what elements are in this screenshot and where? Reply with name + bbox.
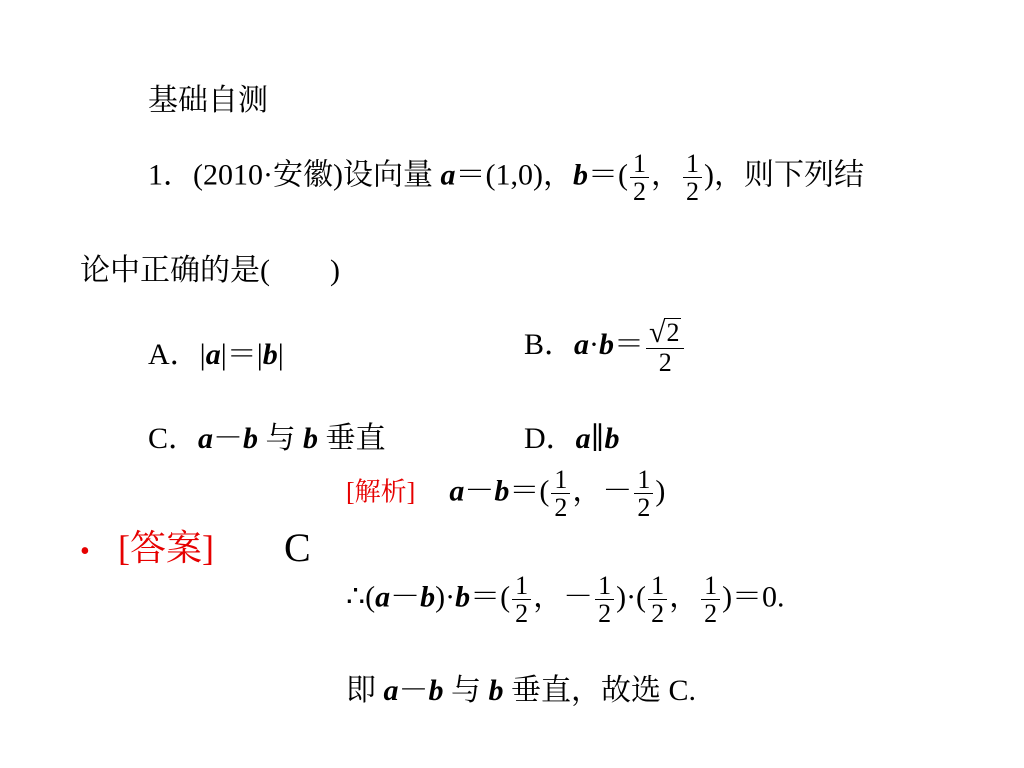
analysis-line-2: ∴(a－b)·b＝( $\frac{1}{2}$ ，－ $\frac{1}{2}$ )·( $\frac{1}{2}$ ， $\frac{1}{2}$ )＝0. xyxy=(346,571,785,629)
question-stem-end: )，则下列结 xyxy=(703,158,864,192)
analysis-label: [解析] xyxy=(346,477,416,507)
option-a: A．|a|＝|b| xyxy=(148,338,284,371)
question-stem: 设向量 xyxy=(342,158,433,192)
vector-b: b xyxy=(572,158,588,192)
bullet-icon: • xyxy=(80,536,90,567)
question-number: 1． xyxy=(148,158,193,192)
fraction-half: $\frac{1}{2}$ xyxy=(683,150,702,206)
answer-value: C xyxy=(284,525,311,570)
section-title: 基础自测 xyxy=(148,84,268,117)
analysis-line-3: 即 a－b 与 b 垂直，故选 C. xyxy=(346,674,697,707)
fraction-half: $\frac{1}{2}$ xyxy=(630,150,649,206)
option-b: B．a·b＝ √ 2 2 xyxy=(524,318,686,376)
vector-a-value: ＝(1,0)， xyxy=(455,158,573,192)
fraction-half: $\frac{1}{2}$ xyxy=(648,572,667,628)
analysis-line-1: [解析] a－b＝( $\frac{1}{2}$ ，－ $\frac{1}{2}$ ) xyxy=(346,465,666,523)
separator: ， xyxy=(650,158,681,192)
vector-a: a xyxy=(440,158,456,192)
fraction-half: $\frac{1}{2}$ xyxy=(595,572,614,628)
vector-b-open: ＝( xyxy=(587,158,628,192)
fraction-half: $\frac{1}{2}$ xyxy=(701,572,720,628)
fraction-half: $\frac{1}{2}$ xyxy=(551,466,570,522)
question-line-1 xyxy=(148,150,864,206)
question-source: (2010·安徽) xyxy=(193,158,343,192)
option-d: D．a∥b xyxy=(524,422,620,455)
fraction-half: $\frac{1}{2}$ xyxy=(634,466,653,522)
fraction-half: $\frac{1}{2}$ xyxy=(512,572,531,628)
fraction-sqrt2-over-2: √ 2 2 xyxy=(646,318,684,376)
answer-label: [答案] xyxy=(118,528,214,568)
option-c: C．a－b 与 b 垂直 xyxy=(148,422,386,455)
question-line-2: 论中正确的是( ) xyxy=(80,254,340,287)
